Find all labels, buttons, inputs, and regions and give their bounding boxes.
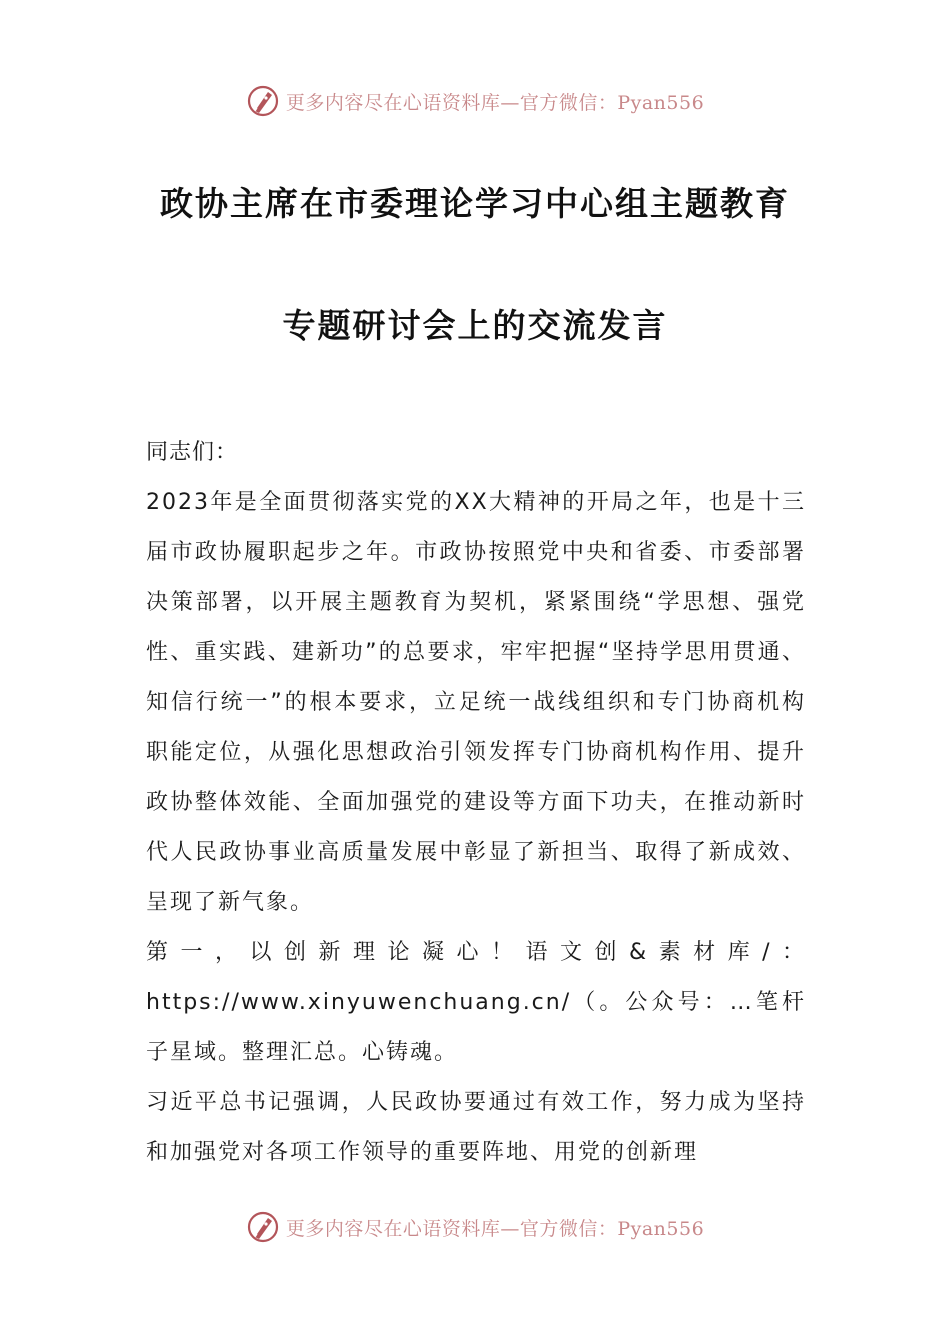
watermark-text: 更多内容尽在心语资料库—官方微信：Pyan556 bbox=[285, 91, 705, 114]
pen-nib-circle-icon bbox=[246, 1210, 280, 1244]
document-title-line-1: 政协主席在市委理论学习中心组主题教育 bbox=[160, 184, 790, 223]
pen-nib-circle-icon bbox=[246, 84, 280, 118]
document-body bbox=[146, 428, 806, 1178]
watermark-footer bbox=[0, 1210, 950, 1244]
paragraph-quote: 习近平总书记强调，人民政协要通过有效工作，努力成为坚持和加强党对各项工作领导的重要阵地、用党的创新理 bbox=[146, 1090, 806, 1165]
paragraph-point-one: 第一，以创新理论凝心！语文创&素材库/：https://www.xinyuwenchuang.cn/（。公众号：…笔杆子星域。整理汇总。心铸魂。 bbox=[146, 940, 806, 1065]
document-title-line-2: 专题研讨会上的交流发言 bbox=[282, 306, 668, 345]
watermark-text: 更多内容尽在心语资料库—官方微信：Pyan556 bbox=[285, 1217, 705, 1240]
paragraph-intro: 2023年是全面贯彻落实党的XX大精神的开局之年，也是十三届市政协履职起步之年。市政协按照党中央和省委、市委部署决策部署，以开展主题教育为契机，紧紧围绕“学思想、强党性、重实践、建新功”的总要求，牢牢把握“坚持学思用贯通、知信行统一”的根本要求，立足统一战线组织和专门协商机构职能定位，从强化思想政治引领发挥专门协商机构作用、提升政协整体效能、全面加强党的建设等方面下功夫，在推动新时代人民政协事业高质量发展中彰显了新担当、取得了新成效、呈现了新气象。 bbox=[146, 490, 806, 915]
watermark-header bbox=[0, 84, 950, 118]
salutation: 同志们： bbox=[146, 440, 239, 465]
